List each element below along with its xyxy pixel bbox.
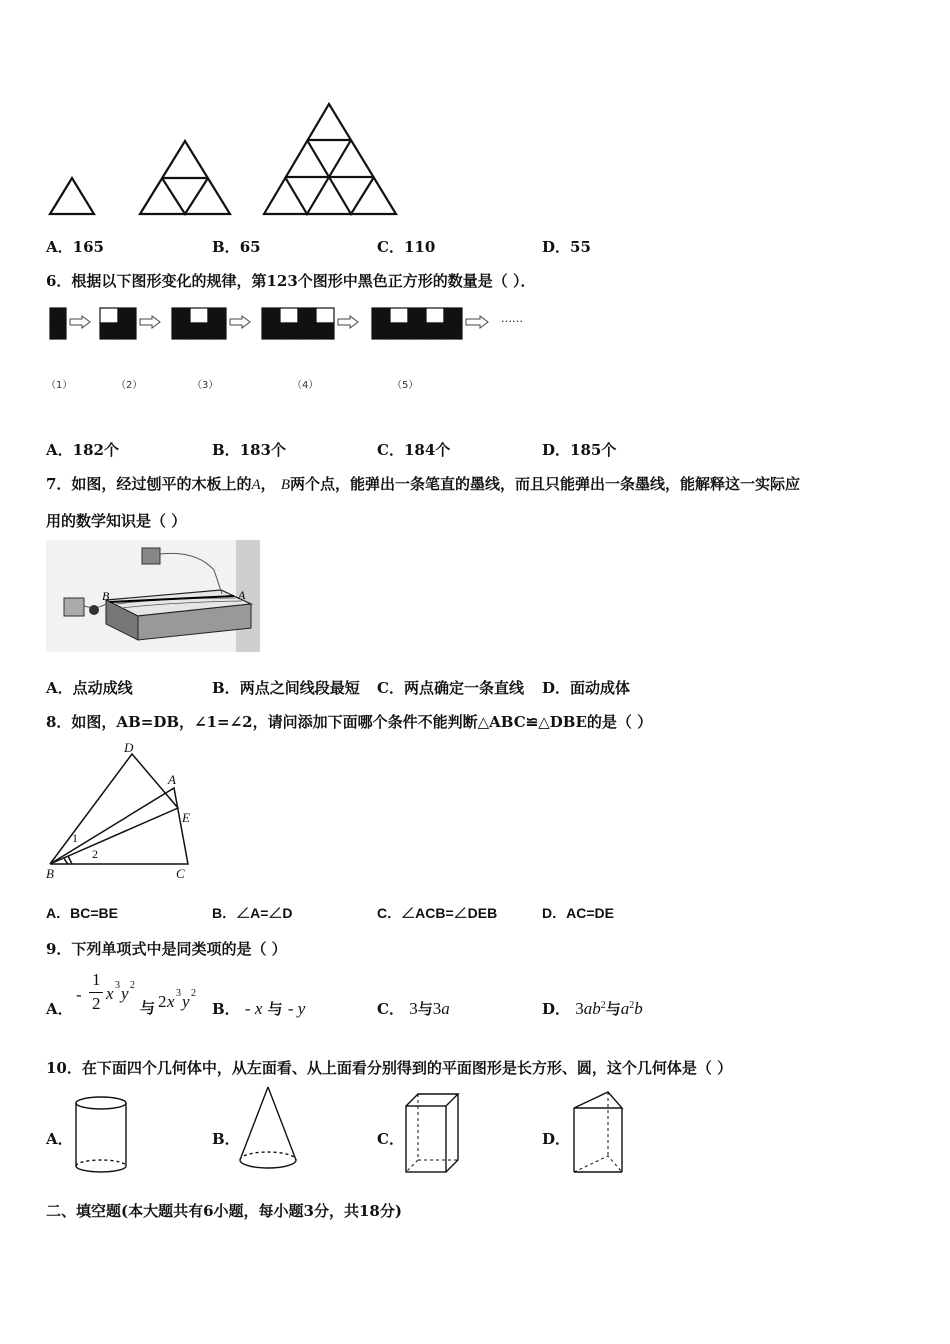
- q8-angle-2: 2: [92, 847, 98, 861]
- q7-option-d[interactable]: D．面动成体: [542, 679, 631, 697]
- q6-label-5: （5）: [392, 380, 419, 391]
- q6-option-b[interactable]: B．183个: [212, 441, 286, 459]
- q7-option-c[interactable]: C．两点确定一条直线: [377, 679, 524, 697]
- q7-option-b[interactable]: B．两点之间线段最短: [212, 679, 360, 697]
- q10-cone-figure: [236, 1084, 302, 1176]
- q6-stem: 6．根据以下图形变化的规律，第123个图形中黑色正方形的数量是（ ）．: [46, 272, 536, 290]
- q10-option-a[interactable]: A．: [46, 1130, 73, 1148]
- section2-title: 二、填空题(本大题共有6小题，每小题3分，共18分): [46, 1202, 402, 1220]
- q6-ellipsis: ……: [501, 312, 523, 325]
- q9-option-a[interactable]: A．: [46, 1000, 73, 1018]
- q6-square-sequence: [48, 306, 508, 346]
- q9-stem: 9．下列单项式中是同类项的是（ ）: [46, 940, 287, 958]
- q5-option-b[interactable]: B．65: [212, 238, 261, 256]
- q8-stem: 8．如图，AB=DB，∠1=∠2，请问添加下面哪个条件不能判断△ABC≌△DBE的是（ ）: [46, 713, 653, 731]
- q6-option-c[interactable]: C．184个: [377, 441, 451, 459]
- fraction-bar: [89, 992, 103, 993]
- q10-triangular-prism-figure: [570, 1090, 630, 1176]
- q7-fig-label-b: B: [102, 589, 110, 603]
- q9-option-d[interactable]: D． $3ab^2$与$a^2b$: [542, 999, 643, 1018]
- q6-label-3: （3）: [192, 380, 219, 391]
- q10-stem: 10．在下面四个几何体中，从左面看、从上面看分别得到的平面图形是长方形、圆，这个几何体是（ ）: [46, 1059, 733, 1077]
- q6-option-d[interactable]: D．185个: [542, 441, 617, 459]
- q8-label-e: E: [182, 810, 190, 825]
- q5-option-c[interactable]: C．110: [377, 238, 436, 256]
- q9-option-b[interactable]: B． - x 与 - y: [212, 999, 306, 1018]
- q10-option-b[interactable]: B．: [212, 1130, 240, 1148]
- q6-option-a[interactable]: A．182个: [46, 441, 119, 459]
- q7-plank-figure: [46, 540, 260, 652]
- q7-stem-line1: 7．如图，经过刨平的木板上的A， B两个点，能弹出一条笔直的墨线，而且只能弹出一条墨线，能解释这一实际应: [46, 475, 801, 493]
- q8-option-d[interactable]: D．AC=DE: [542, 905, 614, 921]
- q6-label-2: （2）: [116, 380, 143, 391]
- q8-label-a: A: [168, 772, 176, 787]
- q8-label-d: D: [124, 740, 134, 755]
- q8-triangle-figure: [46, 742, 206, 882]
- q8-label-c: C: [176, 866, 185, 881]
- q9-option-a-expression: - 1 2 x 3 y 2 与 2 x 3 y 2: [76, 970, 196, 1017]
- q8-option-a[interactable]: A．BC=BE: [46, 905, 118, 921]
- q8-option-c[interactable]: C．∠ACB=∠DEB: [377, 905, 498, 921]
- q7-fig-label-a: A: [238, 588, 246, 602]
- q10-option-d[interactable]: D．: [542, 1130, 571, 1148]
- q7-stem-line2: 用的数学知识是（ ）: [46, 512, 187, 530]
- q8-angle-1: 1: [72, 831, 78, 845]
- q5-option-a[interactable]: A．165: [46, 238, 104, 256]
- q5-triangle-figure: [46, 100, 406, 220]
- q5-option-d[interactable]: D．55: [542, 238, 591, 256]
- q6-label-4: （4）: [292, 380, 319, 391]
- q10-cuboid-figure: [402, 1090, 462, 1176]
- q10-option-c[interactable]: C．: [377, 1130, 404, 1148]
- q8-label-b: B: [46, 866, 54, 881]
- q10-cylinder-figure: [72, 1094, 132, 1176]
- q9-option-c[interactable]: C． 3与3a: [377, 999, 450, 1018]
- q8-option-b[interactable]: B．∠A=∠D: [212, 905, 293, 921]
- q7-option-a[interactable]: A．点动成线: [46, 679, 133, 697]
- q6-label-1: （1）: [46, 380, 73, 391]
